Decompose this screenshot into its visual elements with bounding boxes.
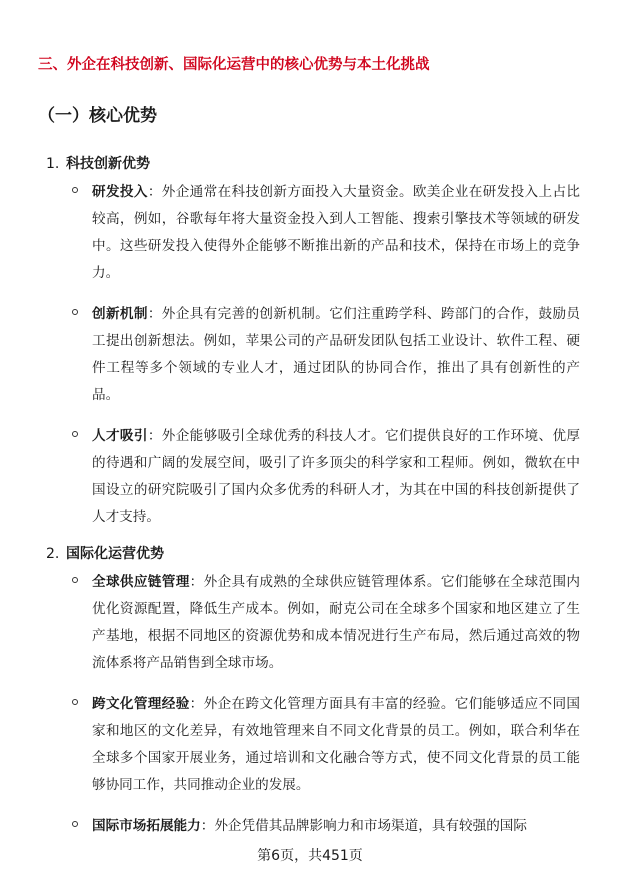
item-label: 国际市场拓展能力 xyxy=(92,818,201,834)
list-item xyxy=(72,301,580,409)
list-number: 1. xyxy=(46,156,60,172)
item-body: ：外企能够吸引全球优秀的科技人才。它们提供良好的工作环境、优厚的待遇和广阔的发展空间，吸引了许多顶尖的科学家和工程师。例如，微软在中国设立的研究院吸引了国内众多优秀的科研人才，为其在中国的科技创新提供了人才支持。 xyxy=(92,428,580,525)
item-paragraph xyxy=(92,813,580,840)
circle-bullet-icon xyxy=(72,431,78,437)
section-title: 三、外企在科技创新、国际化运营中的核心优势与本土化挑战 xyxy=(38,57,430,73)
circle-bullet-icon xyxy=(72,309,78,315)
list-heading-2 xyxy=(46,544,164,564)
list-heading-text: 科技创新优势 xyxy=(66,156,150,172)
list-item xyxy=(72,813,580,840)
item-paragraph xyxy=(92,569,580,677)
circle-bullet-icon xyxy=(72,577,78,583)
item-body: ：外企凭借其品牌影响力和市场渠道，具有较强的国际 xyxy=(200,818,527,834)
list-heading-text: 国际化运营优势 xyxy=(66,546,164,562)
item-paragraph xyxy=(92,179,580,287)
item-paragraph xyxy=(92,691,580,799)
item-body: ：外企在跨文化管理方面具有丰富的经验。它们能够适应不同国家和地区的文化差异，有效地管理来自不同文化背景的员工。例如，联合利华在全球多个国家开展业务，通过培训和文化融合等方式，使不同文化背景的员工能够协同工作，共同推动企业的发展。 xyxy=(92,696,580,793)
item-label: 创新机制 xyxy=(92,306,148,322)
item-paragraph xyxy=(92,301,580,409)
subsection-title: （一）核心优势 xyxy=(38,106,157,126)
item-label: 全球供应链管理 xyxy=(92,574,190,590)
circle-bullet-icon xyxy=(72,821,78,827)
item-label: 研发投入 xyxy=(92,184,148,200)
item-paragraph xyxy=(92,423,580,531)
list-item xyxy=(72,423,580,531)
list-item xyxy=(72,179,580,287)
item-body: ：外企通常在科技创新方面投入大量资金。欧美企业在研发投入上占比较高，例如，谷歌每年将大量资金投入到人工智能、搜索引擎技术等领域的研发中。这些研发投入使得外企能够不断推出新的产品和技术，保持在市场上的竞争力。 xyxy=(92,184,580,281)
item-label: 跨文化管理经验 xyxy=(92,696,190,712)
circle-bullet-icon xyxy=(72,187,78,193)
item-label: 人才吸引 xyxy=(92,428,148,444)
list-heading-1 xyxy=(46,154,150,174)
circle-bullet-icon xyxy=(72,699,78,705)
list-number: 2. xyxy=(46,546,60,562)
page-number-footer: 第6页，共451页 xyxy=(257,848,363,864)
list-item xyxy=(72,569,580,677)
item-body: ：外企具有成熟的全球供应链管理体系。它们能够在全球范围内优化资源配置，降低生产成本。例如，耐克公司在全球多个国家和地区建立了生产基地，根据不同地区的资源优势和成本情况进行生产布局，然后通过高效的物流体系将产品销售到全球市场。 xyxy=(92,574,580,671)
item-body: ：外企具有完善的创新机制。它们注重跨学科、跨部门的合作，鼓励员工提出创新想法。例如，苹果公司的产品研发团队包括工业设计、软件工程、硬件工程等多个领域的专业人才，通过团队的协同合作，推出了具有创新性的产品。 xyxy=(92,306,580,403)
list-item xyxy=(72,691,580,799)
